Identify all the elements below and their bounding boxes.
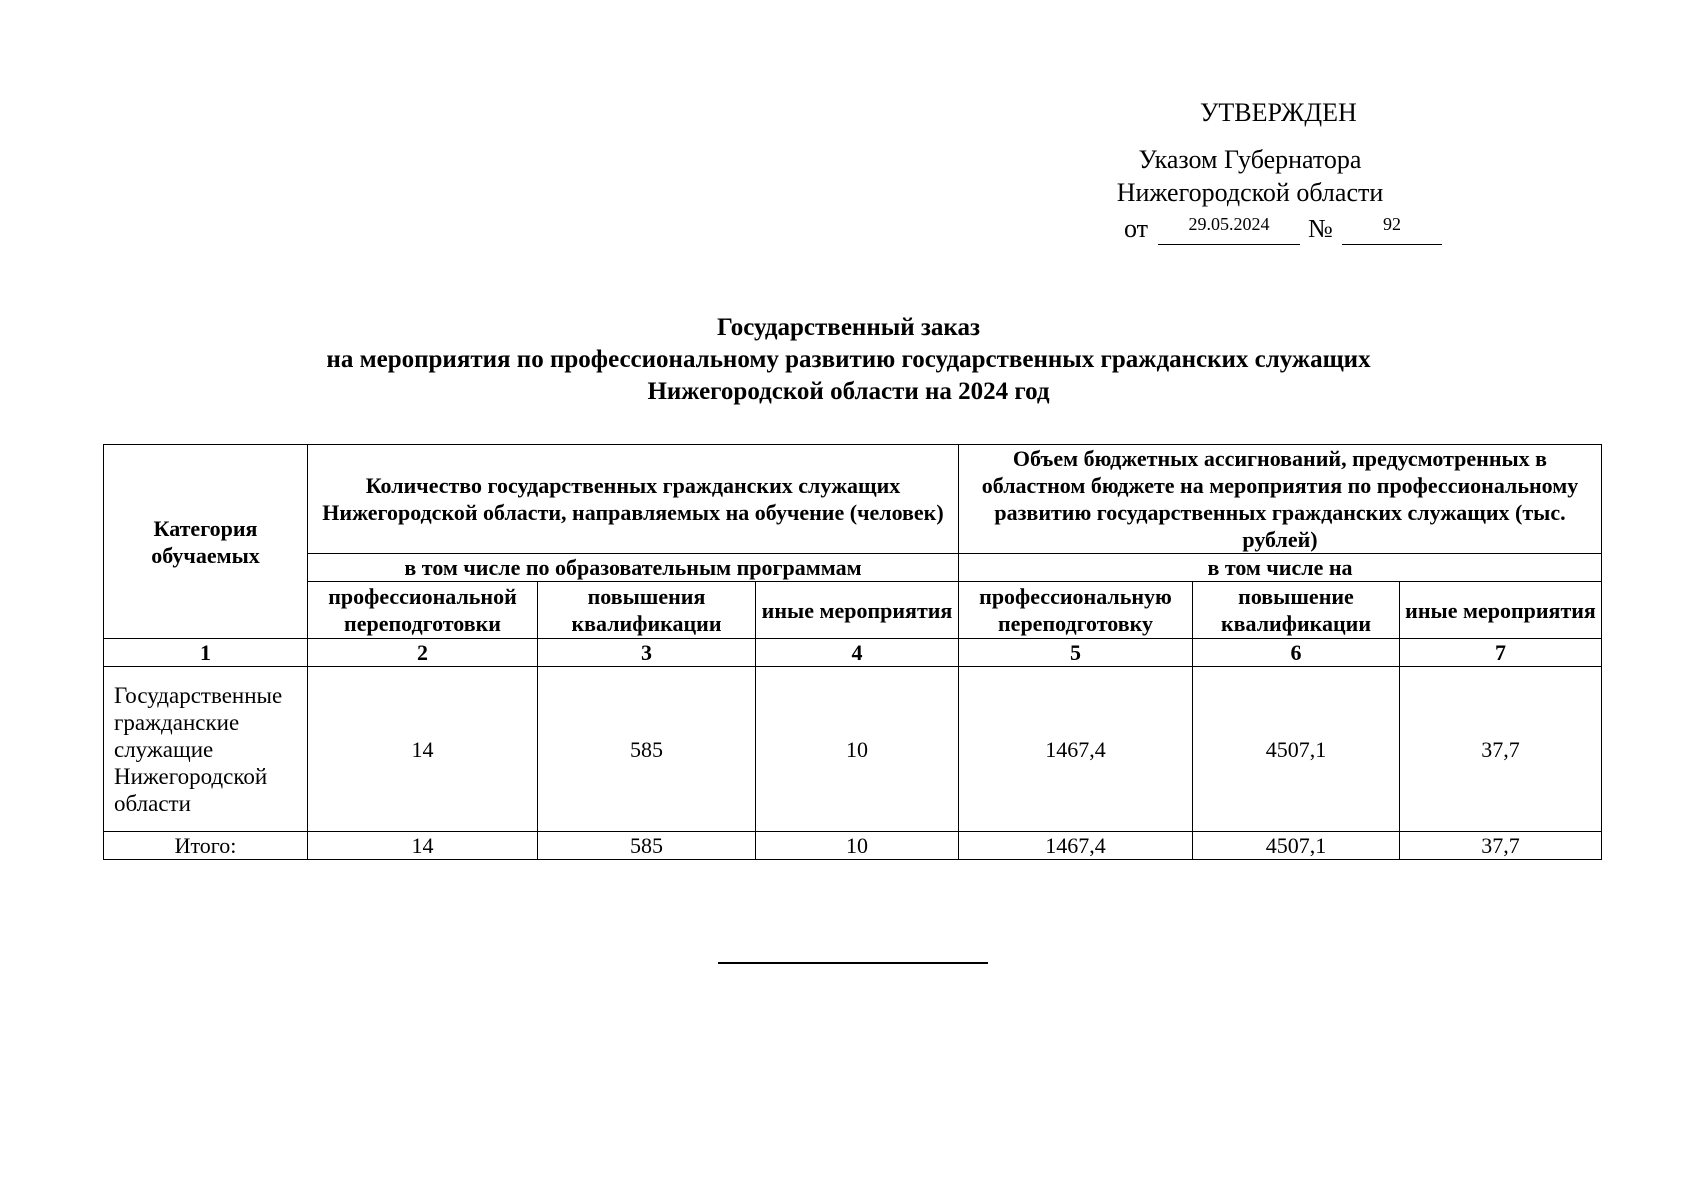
column-number: 5 — [959, 639, 1193, 667]
column-number: 4 — [756, 639, 959, 667]
state-order-table — [103, 444, 1602, 860]
column-number-row — [104, 639, 1602, 667]
total-qualification-count: 585 — [538, 832, 756, 860]
total-qualification-budget: 4507,1 — [1193, 832, 1400, 860]
header-col-6: повышение квалификации — [1193, 582, 1400, 639]
table-row — [104, 667, 1602, 832]
header-col-7: иные мероприятия — [1400, 582, 1602, 639]
end-of-document-divider — [718, 962, 988, 964]
title-line-3: Нижегородской области на 2024 год — [647, 378, 1050, 405]
approval-decree-line: Указом Губернатора — [1138, 145, 1362, 174]
title-line-1: Государственный заказ — [716, 314, 981, 341]
total-row — [104, 832, 1602, 860]
cell-qualification-budget: 4507,1 — [1193, 667, 1400, 832]
header-col-2: профессиональной переподготовки — [308, 582, 538, 639]
header-col-5: профессиональную переподготовку — [959, 582, 1193, 639]
decree-number: 92 — [1342, 214, 1442, 245]
cell-retraining-count: 14 — [308, 667, 538, 832]
header-category: Категория обучаемых — [104, 445, 308, 639]
title-line-2: на мероприятия по профессиональному развитию государственных гражданских служащих — [326, 346, 1371, 373]
header-col-3: повышения квалификации — [538, 582, 756, 639]
column-number: 3 — [538, 639, 756, 667]
total-other-budget: 37,7 — [1400, 832, 1602, 860]
cell-other-count: 10 — [756, 667, 959, 832]
total-retraining-count: 14 — [308, 832, 538, 860]
header-count-group: Количество государственных гражданских служащих Нижегородской области, направляемых на обучение (человек) — [308, 445, 959, 554]
document-title — [0, 312, 1697, 408]
total-retraining-budget: 1467,4 — [959, 832, 1193, 860]
column-number: 6 — [1193, 639, 1400, 667]
total-other-count: 10 — [756, 832, 959, 860]
row-category: Государственные гражданские служащие Нижегородской области — [104, 667, 308, 832]
from-label: от — [1124, 214, 1149, 243]
approval-region-line: Нижегородской области — [1116, 178, 1384, 207]
approved-title: УТВЕРЖДЕН — [1200, 98, 1357, 127]
header-count-subgroup: в том числе по образовательным программам — [308, 554, 959, 582]
cell-qualification-count: 585 — [538, 667, 756, 832]
cell-retraining-budget: 1467,4 — [959, 667, 1193, 832]
column-number: 7 — [1400, 639, 1602, 667]
total-label: Итого: — [104, 832, 308, 860]
approval-block — [1100, 96, 1400, 209]
column-number: 2 — [308, 639, 538, 667]
header-col-4: иные мероприятия — [756, 582, 959, 639]
header-budget-subgroup: в том числе на — [959, 554, 1602, 582]
column-number: 1 — [104, 639, 308, 667]
number-label: № — [1308, 214, 1333, 243]
decree-date: 29.05.2024 — [1158, 214, 1300, 245]
header-budget-group: Объем бюджетных ассигнований, предусмотренных в областном бюджете на мероприятия по профессиональному развитию государственных гражданских служащих (тыс. рублей) — [959, 445, 1602, 554]
cell-other-budget: 37,7 — [1400, 667, 1602, 832]
